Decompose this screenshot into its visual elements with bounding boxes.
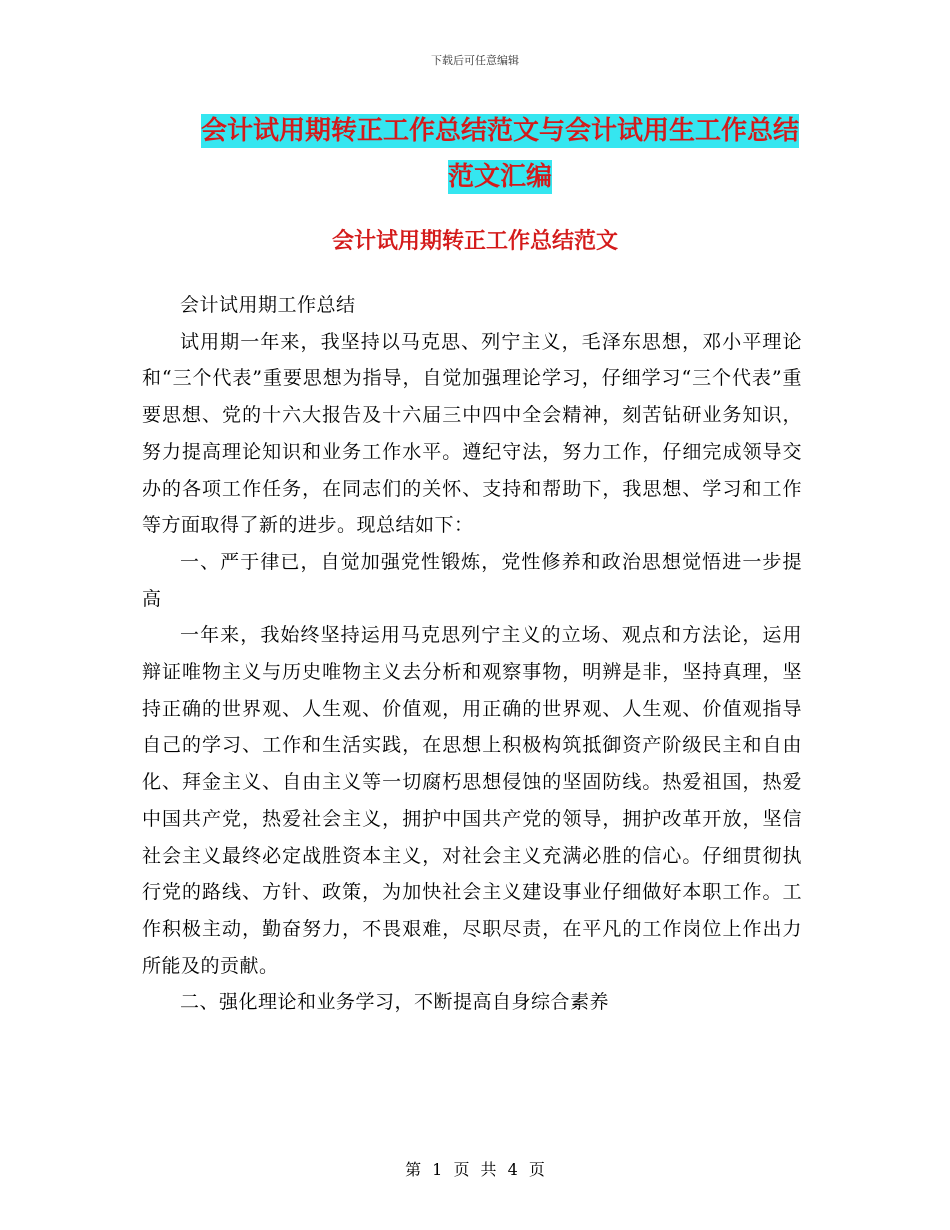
paragraph-heading: 会计试用期工作总结 [180,294,356,316]
header-note: 下载后可任意编辑 [431,54,519,67]
document-title [140,108,860,200]
paragraph-section-heading: 一、严于律已，自觉加强党性锻炼，党性修养和政治思想觉悟进一步提高 [142,550,802,610]
title-line-2: 范文汇编 [447,162,552,192]
section-title: 会计试用期转正工作总结范文 [331,229,618,254]
document-body [142,287,802,1021]
paragraph: 一年来，我始终坚持运用马克思列宁主义的立场、观点和方法论，运用辩证唯物主义与历史唯物主义去分析和观察事物，明辨是非，坚持真理，坚持正确的世界观、人生观、价值观，用正确的世界观、人生观、价值观指导自己的学习、工作和生活实践，在思想上积极构筑抵御资产阶级民主和自由化、拜金主义、自由主义等一切腐朽思想侵蚀的坚固防线。热爱祖国，热爱中国共产党，热爱社会主义，拥护中国共产党的领导，拥护改革开放，坚信社会主义最终必定战胜资本主义，对社会主义充满必胜的信心。仔细贯彻执行党的路线、方针、政策，为加快社会主义建设事业仔细做好本职工作。工作积极主动，勤奋努力，不畏艰难，尽职尽责，在平凡的工作岗位上作出力所能及的贡献。 [142,624,802,977]
title-line-1: 会计试用期转正工作总结范文与会计试用生工作总结 [200,116,799,146]
page-number: 第 1 页 共 4 页 [405,1160,545,1179]
paragraph: 试用期一年来，我坚持以马克思、列宁主义，毛泽东思想，邓小平理论和“三个代表”重要思想为指导，自觉加强理论学习，仔细学习“三个代表”重要思想、党的十六大报告及十六届三中四中全会精神，刻苦钻研业务知识，努力提高理论知识和业务工作水平。遵纪守法，努力工作，仔细完成领导交办的各项工作任务，在同志们的关怀、支持和帮助下，我思想、学习和工作等方面取得了新的进步。现总结如下： [142,330,802,537]
paragraph-section-heading: 二、强化理论和业务学习，不断提高自身综合素养 [180,991,610,1014]
